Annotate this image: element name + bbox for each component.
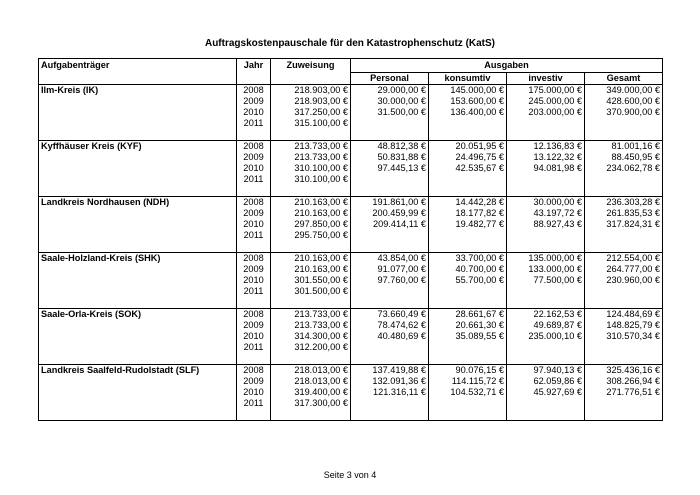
jahr-cell: 2010 xyxy=(237,275,271,286)
spacer-row xyxy=(39,185,663,197)
spacer-cell xyxy=(429,185,507,197)
investiv-cell xyxy=(507,398,585,409)
spacer-cell xyxy=(237,353,271,365)
konsumtiv-cell: 19.482,77 € xyxy=(429,219,507,230)
zuweisung-cell: 213.733,00 € xyxy=(271,141,351,153)
spacer-row xyxy=(39,297,663,309)
investiv-cell xyxy=(507,174,585,185)
zuweisung-cell: 319.400,00 € xyxy=(271,387,351,398)
spacer-cell xyxy=(351,353,429,365)
zuweisung-cell: 301.500,00 € xyxy=(271,286,351,297)
jahr-cell: 2011 xyxy=(237,230,271,241)
spacer-cell xyxy=(507,185,585,197)
traeger-cell xyxy=(39,118,237,129)
zuweisung-cell: 310.100,00 € xyxy=(271,163,351,174)
konsumtiv-cell xyxy=(429,174,507,185)
jahr-cell: 2009 xyxy=(237,96,271,107)
gesamt-cell xyxy=(585,174,663,185)
spacer-row xyxy=(39,353,663,365)
personal-cell: 48.812,38 € xyxy=(351,141,429,153)
jahr-cell: 2010 xyxy=(237,107,271,118)
investiv-cell: 62.059,86 € xyxy=(507,376,585,387)
spacer-cell xyxy=(237,241,271,253)
investiv-cell: 30.000,00 € xyxy=(507,197,585,209)
personal-cell: 97.760,00 € xyxy=(351,275,429,286)
spacer-cell xyxy=(429,353,507,365)
traeger-cell xyxy=(39,208,237,219)
zuweisung-cell: 210.163,00 € xyxy=(271,208,351,219)
zuweisung-cell: 213.733,00 € xyxy=(271,309,351,321)
table-row xyxy=(39,118,663,129)
personal-cell: 31.500,00 € xyxy=(351,107,429,118)
spacer-cell xyxy=(585,353,663,365)
konsumtiv-cell xyxy=(429,286,507,297)
zuweisung-cell: 315.100,00 € xyxy=(271,118,351,129)
zuweisung-cell: 310.100,00 € xyxy=(271,174,351,185)
personal-cell xyxy=(351,174,429,185)
table-row xyxy=(39,398,663,409)
investiv-cell: 245.000,00 € xyxy=(507,96,585,107)
konsumtiv-cell: 114.115,72 € xyxy=(429,376,507,387)
table-row xyxy=(39,208,663,219)
personal-cell: 121.316,11 € xyxy=(351,387,429,398)
table-row xyxy=(39,174,663,185)
table-row xyxy=(39,253,663,265)
header-row-1 xyxy=(39,59,663,73)
spacer-cell xyxy=(585,409,663,421)
spacer-cell xyxy=(271,297,351,309)
konsumtiv-cell xyxy=(429,398,507,409)
investiv-cell: 133.000,00 € xyxy=(507,264,585,275)
gesamt-cell: 271.776,51 € xyxy=(585,387,663,398)
spacer-row xyxy=(39,409,663,421)
konsumtiv-cell: 104.532,71 € xyxy=(429,387,507,398)
table-row xyxy=(39,107,663,118)
investiv-cell: 203.000,00 € xyxy=(507,107,585,118)
traeger-cell xyxy=(39,320,237,331)
table-row xyxy=(39,309,663,321)
traeger-cell xyxy=(39,96,237,107)
spacer-cell xyxy=(507,297,585,309)
jahr-cell: 2011 xyxy=(237,118,271,129)
table-row xyxy=(39,141,663,153)
traeger-cell xyxy=(39,163,237,174)
personal-cell xyxy=(351,286,429,297)
gesamt-cell: 236.303,28 € xyxy=(585,197,663,209)
personal-cell: 137.419,88 € xyxy=(351,365,429,377)
header-blank xyxy=(39,73,237,85)
traeger-cell xyxy=(39,275,237,286)
spacer-cell xyxy=(585,185,663,197)
konsumtiv-cell: 40.700,00 € xyxy=(429,264,507,275)
jahr-cell: 2009 xyxy=(237,376,271,387)
konsumtiv-cell: 136.400,00 € xyxy=(429,107,507,118)
konsumtiv-cell: 20.051,95 € xyxy=(429,141,507,153)
personal-cell: 91.077,00 € xyxy=(351,264,429,275)
gesamt-cell: 261.835,53 € xyxy=(585,208,663,219)
header-ausgaben: Ausgaben xyxy=(351,59,663,73)
traeger-name: Kyffhäuser Kreis (KYF) xyxy=(39,141,237,153)
table-row xyxy=(39,342,663,353)
spacer-cell xyxy=(351,409,429,421)
zuweisung-cell: 218.903,00 € xyxy=(271,96,351,107)
spacer-cell xyxy=(39,185,237,197)
personal-cell xyxy=(351,342,429,353)
table-row xyxy=(39,152,663,163)
gesamt-cell: 212.554,00 € xyxy=(585,253,663,265)
table-row xyxy=(39,230,663,241)
spacer-cell xyxy=(271,185,351,197)
page-footer: Seite 3 von 4 xyxy=(323,470,377,480)
gesamt-cell: 234.062,78 € xyxy=(585,163,663,174)
spacer-cell xyxy=(39,297,237,309)
spacer-cell xyxy=(237,297,271,309)
investiv-cell: 175.000,00 € xyxy=(507,85,585,97)
zuweisung-cell: 301.550,00 € xyxy=(271,275,351,286)
personal-cell: 73.660,49 € xyxy=(351,309,429,321)
gesamt-cell: 349.000,00 € xyxy=(585,85,663,97)
investiv-cell xyxy=(507,118,585,129)
gesamt-cell: 428.600,00 € xyxy=(585,96,663,107)
gesamt-cell: 264.777,00 € xyxy=(585,264,663,275)
traeger-cell xyxy=(39,387,237,398)
traeger-cell xyxy=(39,230,237,241)
spacer-cell xyxy=(429,297,507,309)
gesamt-cell: 88.450,95 € xyxy=(585,152,663,163)
jahr-cell: 2010 xyxy=(237,219,271,230)
header-traeger: Aufgabenträger xyxy=(39,59,237,73)
table-row xyxy=(39,219,663,230)
investiv-cell: 13.122,32 € xyxy=(507,152,585,163)
zuweisung-cell: 213.733,00 € xyxy=(271,152,351,163)
investiv-cell: 77.500,00 € xyxy=(507,275,585,286)
zuweisung-cell: 317.250,00 € xyxy=(271,107,351,118)
gesamt-cell xyxy=(585,118,663,129)
spacer-cell xyxy=(585,241,663,253)
personal-cell: 200.459,99 € xyxy=(351,208,429,219)
konsumtiv-cell: 35.089,55 € xyxy=(429,331,507,342)
zuweisung-cell: 218.903,00 € xyxy=(271,85,351,97)
spacer-cell xyxy=(351,185,429,197)
jahr-cell: 2009 xyxy=(237,208,271,219)
konsumtiv-cell: 55.700,00 € xyxy=(429,275,507,286)
jahr-cell: 2010 xyxy=(237,163,271,174)
table-row xyxy=(39,163,663,174)
table-row xyxy=(39,264,663,275)
personal-cell: 43.854,00 € xyxy=(351,253,429,265)
table-row xyxy=(39,331,663,342)
investiv-cell: 94.081,98 € xyxy=(507,163,585,174)
investiv-cell: 43.197,72 € xyxy=(507,208,585,219)
personal-cell: 29.000,00 € xyxy=(351,85,429,97)
traeger-cell xyxy=(39,398,237,409)
investiv-cell: 97.940,13 € xyxy=(507,365,585,377)
spacer-cell xyxy=(429,129,507,141)
traeger-cell xyxy=(39,342,237,353)
table-row xyxy=(39,376,663,387)
spacer-cell xyxy=(351,129,429,141)
investiv-cell: 49.689,87 € xyxy=(507,320,585,331)
spacer-cell xyxy=(507,129,585,141)
table-row xyxy=(39,275,663,286)
spacer-cell xyxy=(507,241,585,253)
jahr-cell: 2010 xyxy=(237,387,271,398)
gesamt-cell: 325.436,16 € xyxy=(585,365,663,377)
konsumtiv-cell xyxy=(429,230,507,241)
spacer-cell xyxy=(237,409,271,421)
header-zuweisung: Zuweisung xyxy=(271,59,351,73)
konsumtiv-cell xyxy=(429,118,507,129)
zuweisung-cell: 218.013,00 € xyxy=(271,376,351,387)
personal-cell: 78.474,62 € xyxy=(351,320,429,331)
investiv-cell: 12.136,83 € xyxy=(507,141,585,153)
spacer-cell xyxy=(429,241,507,253)
spacer-cell xyxy=(585,129,663,141)
personal-cell xyxy=(351,230,429,241)
traeger-cell xyxy=(39,264,237,275)
spacer-row xyxy=(39,129,663,141)
personal-cell xyxy=(351,398,429,409)
konsumtiv-cell: 153.600,00 € xyxy=(429,96,507,107)
spacer-cell xyxy=(507,353,585,365)
gesamt-cell xyxy=(585,286,663,297)
spacer-cell xyxy=(39,409,237,421)
personal-cell: 97.445,13 € xyxy=(351,163,429,174)
jahr-cell: 2008 xyxy=(237,309,271,321)
spacer-cell xyxy=(585,297,663,309)
jahr-cell: 2008 xyxy=(237,85,271,97)
jahr-cell: 2009 xyxy=(237,152,271,163)
table-row xyxy=(39,286,663,297)
spacer-cell xyxy=(39,241,237,253)
jahr-cell: 2008 xyxy=(237,365,271,377)
jahr-cell: 2009 xyxy=(237,264,271,275)
zuweisung-cell: 297.850,00 € xyxy=(271,219,351,230)
jahr-cell: 2011 xyxy=(237,342,271,353)
jahr-cell: 2008 xyxy=(237,253,271,265)
jahr-cell: 2011 xyxy=(237,286,271,297)
zuweisung-cell: 210.163,00 € xyxy=(271,197,351,209)
personal-cell: 132.091,36 € xyxy=(351,376,429,387)
jahr-cell: 2008 xyxy=(237,197,271,209)
spacer-cell xyxy=(351,241,429,253)
jahr-cell: 2011 xyxy=(237,174,271,185)
spacer-cell xyxy=(271,353,351,365)
spacer-cell xyxy=(237,129,271,141)
header-blank xyxy=(237,73,271,85)
spacer-cell xyxy=(271,409,351,421)
header-gesamt: Gesamt xyxy=(585,73,663,85)
spacer-cell xyxy=(39,129,237,141)
gesamt-cell xyxy=(585,398,663,409)
header-blank xyxy=(271,73,351,85)
zuweisung-cell: 295.750,00 € xyxy=(271,230,351,241)
header-row-2 xyxy=(39,73,663,85)
gesamt-cell: 124.484,69 € xyxy=(585,309,663,321)
zuweisung-cell: 312.200,00 € xyxy=(271,342,351,353)
table-row xyxy=(39,387,663,398)
spacer-cell xyxy=(271,129,351,141)
traeger-cell xyxy=(39,331,237,342)
konsumtiv-cell: 28.661,67 € xyxy=(429,309,507,321)
traeger-cell xyxy=(39,107,237,118)
gesamt-cell: 230.960,00 € xyxy=(585,275,663,286)
investiv-cell xyxy=(507,342,585,353)
investiv-cell xyxy=(507,286,585,297)
zuweisung-cell: 317.300,00 € xyxy=(271,398,351,409)
investiv-cell: 45.927,69 € xyxy=(507,387,585,398)
spacer-cell xyxy=(429,409,507,421)
header-jahr: Jahr xyxy=(237,59,271,73)
zuweisung-cell: 213.733,00 € xyxy=(271,320,351,331)
spacer-row xyxy=(39,241,663,253)
jahr-cell: 2008 xyxy=(237,141,271,153)
traeger-name: Saale-Holzland-Kreis (SHK) xyxy=(39,253,237,265)
gesamt-cell xyxy=(585,342,663,353)
konsumtiv-cell xyxy=(429,342,507,353)
spacer-cell xyxy=(507,409,585,421)
jahr-cell: 2009 xyxy=(237,320,271,331)
gesamt-cell: 310.570,34 € xyxy=(585,331,663,342)
jahr-cell: 2010 xyxy=(237,331,271,342)
gesamt-cell: 148.825,79 € xyxy=(585,320,663,331)
table-row xyxy=(39,197,663,209)
konsumtiv-cell: 14.442,28 € xyxy=(429,197,507,209)
table-row xyxy=(39,85,663,97)
personal-cell: 209.414,11 € xyxy=(351,219,429,230)
personal-cell: 40.480,69 € xyxy=(351,331,429,342)
traeger-cell xyxy=(39,376,237,387)
investiv-cell: 235.000,10 € xyxy=(507,331,585,342)
personal-cell: 50.831,88 € xyxy=(351,152,429,163)
traeger-cell xyxy=(39,286,237,297)
konsumtiv-cell: 145.000,00 € xyxy=(429,85,507,97)
gesamt-cell: 370.900,00 € xyxy=(585,107,663,118)
investiv-cell: 22.162,53 € xyxy=(507,309,585,321)
traeger-name: Ilm-Kreis (IK) xyxy=(39,85,237,97)
zuweisung-cell: 218.013,00 € xyxy=(271,365,351,377)
traeger-cell xyxy=(39,219,237,230)
konsumtiv-cell: 90.076,15 € xyxy=(429,365,507,377)
document-title: Auftragskostenpauschale für den Katastrophenschutz (KatS) xyxy=(204,38,496,49)
traeger-cell xyxy=(39,152,237,163)
cost-table xyxy=(38,58,663,421)
table-row xyxy=(39,96,663,107)
personal-cell: 30.000,00 € xyxy=(351,96,429,107)
table-row xyxy=(39,320,663,331)
personal-cell: 191.861,00 € xyxy=(351,197,429,209)
gesamt-cell: 81.001,16 € xyxy=(585,141,663,153)
zuweisung-cell: 210.163,00 € xyxy=(271,253,351,265)
traeger-name: Landkreis Nordhausen (NDH) xyxy=(39,197,237,209)
traeger-name: Landkreis Saalfeld-Rudolstadt (SLF) xyxy=(39,365,237,377)
header-personal: Personal xyxy=(351,73,429,85)
traeger-cell xyxy=(39,174,237,185)
konsumtiv-cell: 20.661,30 € xyxy=(429,320,507,331)
konsumtiv-cell: 33.700,00 € xyxy=(429,253,507,265)
investiv-cell xyxy=(507,230,585,241)
spacer-cell xyxy=(271,241,351,253)
gesamt-cell xyxy=(585,230,663,241)
gesamt-cell: 317.824,31 € xyxy=(585,219,663,230)
zuweisung-cell: 210.163,00 € xyxy=(271,264,351,275)
header-investiv: investiv xyxy=(507,73,585,85)
jahr-cell: 2011 xyxy=(237,398,271,409)
spacer-cell xyxy=(237,185,271,197)
konsumtiv-cell: 18.177,82 € xyxy=(429,208,507,219)
gesamt-cell: 308.266,94 € xyxy=(585,376,663,387)
konsumtiv-cell: 24.496,75 € xyxy=(429,152,507,163)
zuweisung-cell: 314.300,00 € xyxy=(271,331,351,342)
traeger-name: Saale-Orla-Kreis (SOK) xyxy=(39,309,237,321)
konsumtiv-cell: 42.535,67 € xyxy=(429,163,507,174)
investiv-cell: 135.000,00 € xyxy=(507,253,585,265)
investiv-cell: 88.927,43 € xyxy=(507,219,585,230)
header-konsumtiv: konsumtiv xyxy=(429,73,507,85)
spacer-cell xyxy=(39,353,237,365)
personal-cell xyxy=(351,118,429,129)
table-row xyxy=(39,365,663,377)
spacer-cell xyxy=(351,297,429,309)
